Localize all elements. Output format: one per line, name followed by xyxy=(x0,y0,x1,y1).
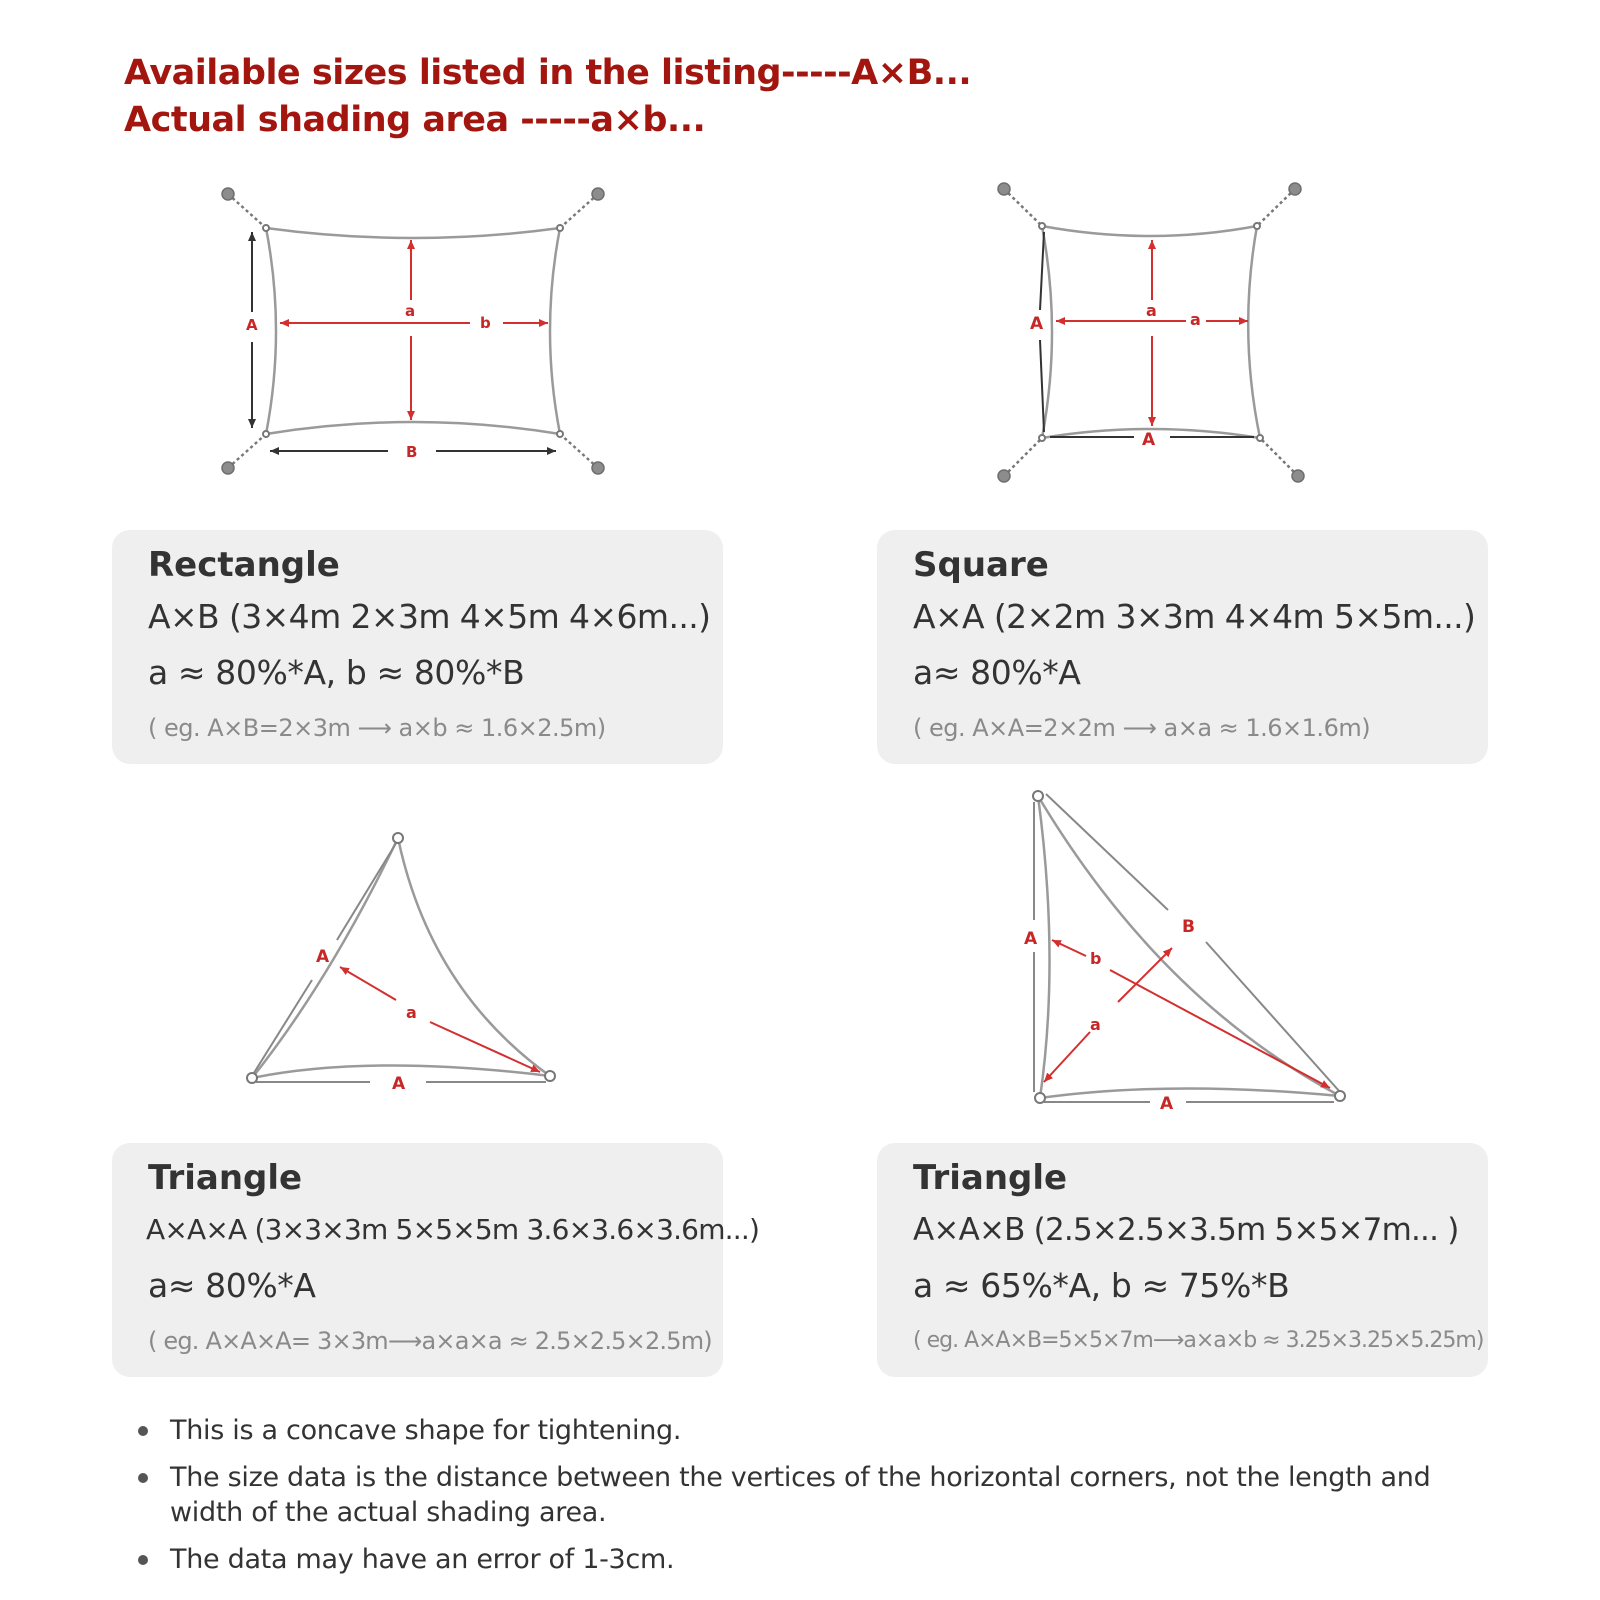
header-line-listing-sizes: Available sizes listed in the listing-----A×B... xyxy=(124,53,972,93)
square-card-formula: a≈ 80%*A xyxy=(913,653,1081,692)
square-label-a-horizontal: a xyxy=(1190,310,1201,329)
rectangle-card-formula: a ≈ 80%*A, b ≈ 80%*B xyxy=(148,653,525,692)
square-card-sizes: A×A (2×2m 3×3m 4×4m 5×5m...) xyxy=(913,597,1476,636)
rectangle-label-A: A xyxy=(246,316,258,334)
square-label-a-vertical: a xyxy=(1146,301,1157,320)
bullet-icon xyxy=(138,1555,148,1565)
square-label-A-side: A xyxy=(1030,314,1044,334)
rectangle-label-b: b xyxy=(480,314,491,332)
right-triangle-label-b: b xyxy=(1090,949,1102,968)
rectangle-label-B: B xyxy=(406,443,418,461)
right-triangle-card xyxy=(877,1143,1488,1377)
square-diagram xyxy=(990,170,1350,500)
right-triangle-card-sizes: A×A×B (2.5×2.5×3.5m 5×5×7m... ) xyxy=(913,1212,1459,1248)
equilateral-triangle-card-example: ( eg. A×A×A= 3×3m⟶a×a×a ≈ 2.5×2.5×2.5m) xyxy=(148,1327,712,1355)
notes-list xyxy=(134,1413,1474,1589)
equilateral-triangle-side-lines xyxy=(252,840,546,1082)
rectangle-sail-outline xyxy=(266,228,560,434)
square-card-example: ( eg. A×A=2×2m ⟶ a×a ≈ 1.6×1.6m) xyxy=(913,714,1371,742)
note-item xyxy=(134,1542,1474,1577)
right-triangle-label-A-side: A xyxy=(1024,929,1038,949)
right-triangle-card-formula: a ≈ 65%*A, b ≈ 75%*B xyxy=(913,1266,1290,1305)
equilateral-triangle-diagram xyxy=(230,820,570,1100)
equilateral-triangle-label-A-bottom: A xyxy=(392,1074,406,1094)
right-triangle-diagram xyxy=(1010,780,1350,1120)
rectangle-diagram xyxy=(200,170,640,490)
equilateral-triangle-card-title: Triangle xyxy=(148,1158,303,1198)
equilateral-triangle-card-formula: a≈ 80%*A xyxy=(148,1266,316,1305)
right-triangle-label-a: a xyxy=(1090,1015,1101,1034)
equilateral-triangle-label-A-side: A xyxy=(316,947,330,967)
square-label-A-bottom: A xyxy=(1142,430,1156,450)
bullet-icon xyxy=(138,1473,148,1483)
square-card xyxy=(877,530,1488,764)
rectangle-card-title: Rectangle xyxy=(148,545,340,585)
right-triangle-sail-outline xyxy=(1038,796,1340,1098)
bullet-icon xyxy=(138,1426,148,1436)
rectangle-card xyxy=(112,530,723,764)
square-card-title: Square xyxy=(913,545,1049,585)
rectangle-corner-rings xyxy=(263,225,563,437)
equilateral-triangle-label-a: a xyxy=(406,1003,417,1022)
right-triangle-card-title: Triangle xyxy=(913,1158,1068,1198)
header xyxy=(124,50,971,144)
equilateral-triangle-sail-outline xyxy=(252,838,550,1078)
note-text: The data may have an error of 1-3cm. xyxy=(170,1544,675,1575)
equilateral-triangle-dimension-a xyxy=(340,967,540,1072)
rectangle-card-sizes: A×B (3×4m 2×3m 4×5m 4×6m...) xyxy=(148,597,711,636)
equilateral-triangle-corner-rings xyxy=(247,833,555,1083)
right-triangle-side-lines xyxy=(1034,794,1340,1102)
right-triangle-corner-rings xyxy=(1033,791,1345,1103)
rectangle-tie-lines xyxy=(228,194,598,468)
equilateral-triangle-card xyxy=(112,1143,760,1377)
right-triangle-label-A-bottom: A xyxy=(1160,1094,1174,1114)
header-line-shading-area: Actual shading area -----a×b... xyxy=(124,100,706,140)
note-item xyxy=(134,1460,1474,1530)
rectangle-card-example: ( eg. A×B=2×3m ⟶ a×b ≈ 1.6×2.5m) xyxy=(148,714,606,742)
note-text: The size data is the distance between the vertices of the horizontal corners, not the length and width of the actual shading area. xyxy=(170,1462,1431,1528)
note-item xyxy=(134,1413,1474,1448)
right-triangle-dimension-a xyxy=(1044,948,1172,1082)
equilateral-triangle-card-sizes: A×A×A (3×3×3m 5×5×5m 3.6×3.6×3.6m...) xyxy=(146,1213,760,1246)
right-triangle-card-example: ( eg. A×A×B=5×5×7m⟶a×a×b ≈ 3.25×3.25×5.25m) xyxy=(913,1328,1484,1353)
rectangle-label-a: a xyxy=(405,302,416,320)
right-triangle-label-B: B xyxy=(1182,917,1195,937)
note-text: This is a concave shape for tightening. xyxy=(170,1415,682,1446)
